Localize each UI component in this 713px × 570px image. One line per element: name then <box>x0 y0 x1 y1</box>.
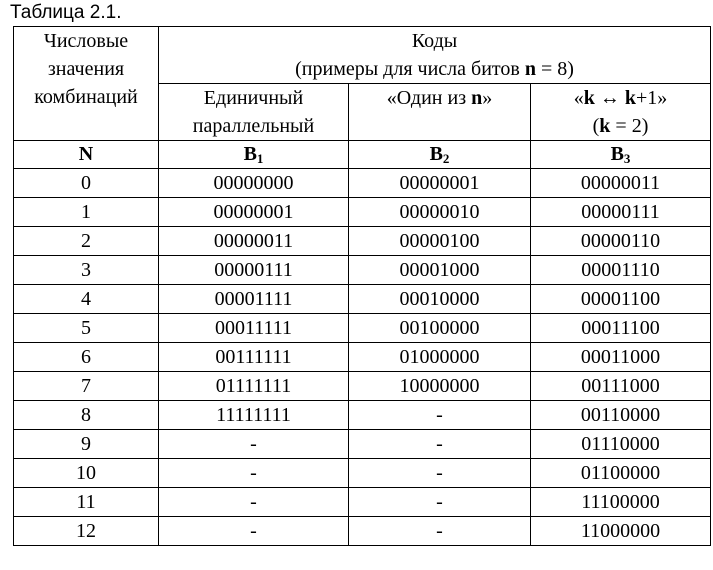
cell-b3: 00001100 <box>531 285 711 314</box>
table-row <box>14 401 711 430</box>
cell-b3: 00000011 <box>531 169 711 198</box>
table-row <box>14 256 711 285</box>
cell-b2: - <box>349 517 531 546</box>
cell-b1: - <box>159 517 349 546</box>
cell-b2: 00000001 <box>349 169 531 198</box>
table-row <box>14 198 711 227</box>
cell-b1: 00000001 <box>159 198 349 227</box>
table-row <box>14 285 711 314</box>
cell-n: 10 <box>14 459 159 488</box>
cell-b2: 00000010 <box>349 198 531 227</box>
table-row <box>14 459 711 488</box>
table-row <box>14 488 711 517</box>
cell-b3: 00000110 <box>531 227 711 256</box>
cell-n: 6 <box>14 343 159 372</box>
cell-b1: 00111111 <box>159 343 349 372</box>
table-caption: Таблица 2.1. <box>10 2 122 23</box>
cell-n: 11 <box>14 488 159 517</box>
cell-b3: 11000000 <box>531 517 711 546</box>
cell-b2: - <box>349 401 531 430</box>
cell-b2: - <box>349 430 531 459</box>
cell-n: 7 <box>14 372 159 401</box>
header-row-1 <box>14 27 711 84</box>
cell-b3: 01110000 <box>531 430 711 459</box>
cell-b1: 00000111 <box>159 256 349 285</box>
column-labels-row <box>14 141 711 169</box>
table-row <box>14 372 711 401</box>
cell-b2: 10000000 <box>349 372 531 401</box>
codes-title: Коды <box>411 30 458 52</box>
cell-b3: 00111000 <box>531 372 711 401</box>
column-label-b3: $B_3$ <box>531 141 711 169</box>
cell-b3: 00011000 <box>531 343 711 372</box>
numeric-values-header: Числовые значения комбинаций <box>14 27 159 141</box>
cell-b1: 00001111 <box>159 285 349 314</box>
cell-b1: 01111111 <box>159 372 349 401</box>
unary-parallel-header: Единичный параллельный <box>159 84 349 141</box>
cell-b1: - <box>159 488 349 517</box>
k-to-k1-header: «k ↔ k+1» (k = 2) <box>531 84 711 141</box>
codes-header <box>159 27 711 84</box>
one-of-n-header: «Один из n» <box>349 84 531 141</box>
cell-b3: 00001110 <box>531 256 711 285</box>
cell-b3: 11100000 <box>531 488 711 517</box>
cell-b1: 00011111 <box>159 314 349 343</box>
cell-b1: - <box>159 430 349 459</box>
cell-n: 3 <box>14 256 159 285</box>
table-row <box>14 430 711 459</box>
cell-b1: 11111111 <box>159 401 349 430</box>
cell-b2: 00001000 <box>349 256 531 285</box>
cell-b2: 01000000 <box>349 343 531 372</box>
cell-b2: - <box>349 459 531 488</box>
codes-table <box>13 26 711 546</box>
column-label-n: N <box>14 141 159 169</box>
table-row <box>14 517 711 546</box>
cell-b3: 00000111 <box>531 198 711 227</box>
cell-b3: 01100000 <box>531 459 711 488</box>
cell-b3: 00110000 <box>531 401 711 430</box>
cell-b1: 00000011 <box>159 227 349 256</box>
data-rows <box>14 169 711 546</box>
cell-n: 8 <box>14 401 159 430</box>
cell-n: 1 <box>14 198 159 227</box>
cell-b1: 00000000 <box>159 169 349 198</box>
column-label-b1: $B_1$ <box>159 141 349 169</box>
table-row <box>14 343 711 372</box>
table-row <box>14 314 711 343</box>
cell-b2: 00010000 <box>349 285 531 314</box>
cell-n: 9 <box>14 430 159 459</box>
cell-n: 12 <box>14 517 159 546</box>
table-row <box>14 227 711 256</box>
cell-b3: 00011100 <box>531 314 711 343</box>
codes-subtitle: (примеры для числа битов n = 8) <box>295 58 574 80</box>
cell-n: 4 <box>14 285 159 314</box>
cell-n: 5 <box>14 314 159 343</box>
cell-b2: - <box>349 488 531 517</box>
cell-n: 0 <box>14 169 159 198</box>
table-row <box>14 169 711 198</box>
cell-b2: 00100000 <box>349 314 531 343</box>
column-label-b2: $B_2$ <box>349 141 531 169</box>
cell-b2: 00000100 <box>349 227 531 256</box>
cell-b1: - <box>159 459 349 488</box>
cell-n: 2 <box>14 227 159 256</box>
